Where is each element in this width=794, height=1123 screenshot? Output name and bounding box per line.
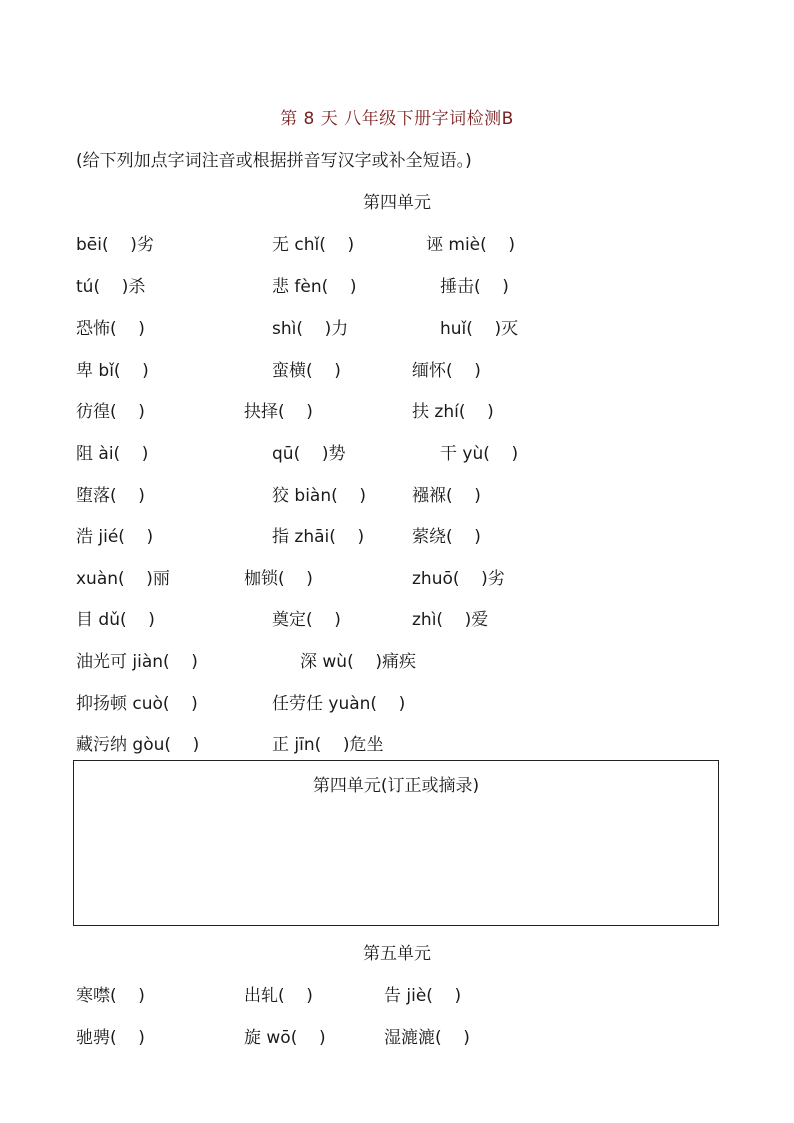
unit4-item: 阻 ài( ) <box>76 444 149 464</box>
unit4-item: 浩 jié( ) <box>76 527 154 547</box>
unit4-item: huǐ( )灭 <box>440 319 519 339</box>
unit4-item: 抑扬顿 cuò( ) <box>76 694 198 714</box>
unit4-item: zhuō( )劣 <box>412 569 505 589</box>
unit5-heading: 第五单元 <box>363 944 431 964</box>
unit4-item: tú( )杀 <box>76 277 146 297</box>
unit4-item: 藏污纳 gòu( ) <box>76 735 200 755</box>
unit4-item: zhì( )爱 <box>412 610 489 630</box>
unit5-item: 湿漉漉( ) <box>384 1028 470 1048</box>
unit4-item: 悲 fèn( ) <box>272 277 357 297</box>
unit4-item: 恐怖( ) <box>76 319 145 339</box>
unit4-item: qū( )势 <box>272 444 346 464</box>
unit4-item: 缅怀( ) <box>412 361 481 381</box>
unit4-heading: 第四单元 <box>363 193 431 213</box>
unit4-item: 诬 miè( ) <box>426 235 516 255</box>
unit5-item: 驰骋( ) <box>76 1028 145 1048</box>
unit4-item: bēi( )劣 <box>76 235 154 255</box>
correction-box[interactable] <box>73 760 719 926</box>
unit4-item: 深 wù( )痛疾 <box>300 652 416 672</box>
unit5-item: 旋 wō( ) <box>244 1028 326 1048</box>
page-title: 第 8 天 八年级下册字词检测B <box>280 109 514 129</box>
unit5-item: 告 jiè( ) <box>384 986 462 1006</box>
unit4-item: 堕落( ) <box>76 486 145 506</box>
unit4-item: 油光可 jiàn( ) <box>76 652 198 672</box>
unit5-item: 寒噤( ) <box>76 986 145 1006</box>
unit4-item: 目 dǔ( ) <box>76 610 155 630</box>
unit4-item: 蛮横( ) <box>272 361 341 381</box>
unit4-item: 指 zhāi( ) <box>272 527 365 547</box>
unit5-item: 出轧( ) <box>244 986 313 1006</box>
unit4-item: 枷锁( ) <box>244 569 313 589</box>
unit4-item: 捶击( ) <box>440 277 509 297</box>
unit4-item: 襁褓( ) <box>412 486 481 506</box>
unit4-item: 卑 bǐ( ) <box>76 361 149 381</box>
unit4-item: xuàn( )丽 <box>76 569 170 589</box>
instruction-text: (给下列加点字词注音或根据拼音写汉字或补全短语。) <box>76 151 472 171</box>
unit4-item: 萦绕( ) <box>412 527 481 547</box>
unit4-item: 无 chǐ( ) <box>272 235 355 255</box>
unit4-item: 抉择( ) <box>244 402 313 422</box>
unit4-item: 正 jīn( )危坐 <box>272 735 384 755</box>
unit4-item: 干 yù( ) <box>440 444 519 464</box>
unit4-item: 任劳任 yuàn( ) <box>272 694 406 714</box>
unit4-item: 扶 zhí( ) <box>412 402 494 422</box>
unit4-item: 彷徨( ) <box>76 402 145 422</box>
unit4-item: 狡 biàn( ) <box>272 486 366 506</box>
unit4-item: 奠定( ) <box>272 610 341 630</box>
unit4-item: shì( )力 <box>272 319 349 339</box>
correction-box-title: 第四单元(订正或摘录) <box>312 776 480 796</box>
